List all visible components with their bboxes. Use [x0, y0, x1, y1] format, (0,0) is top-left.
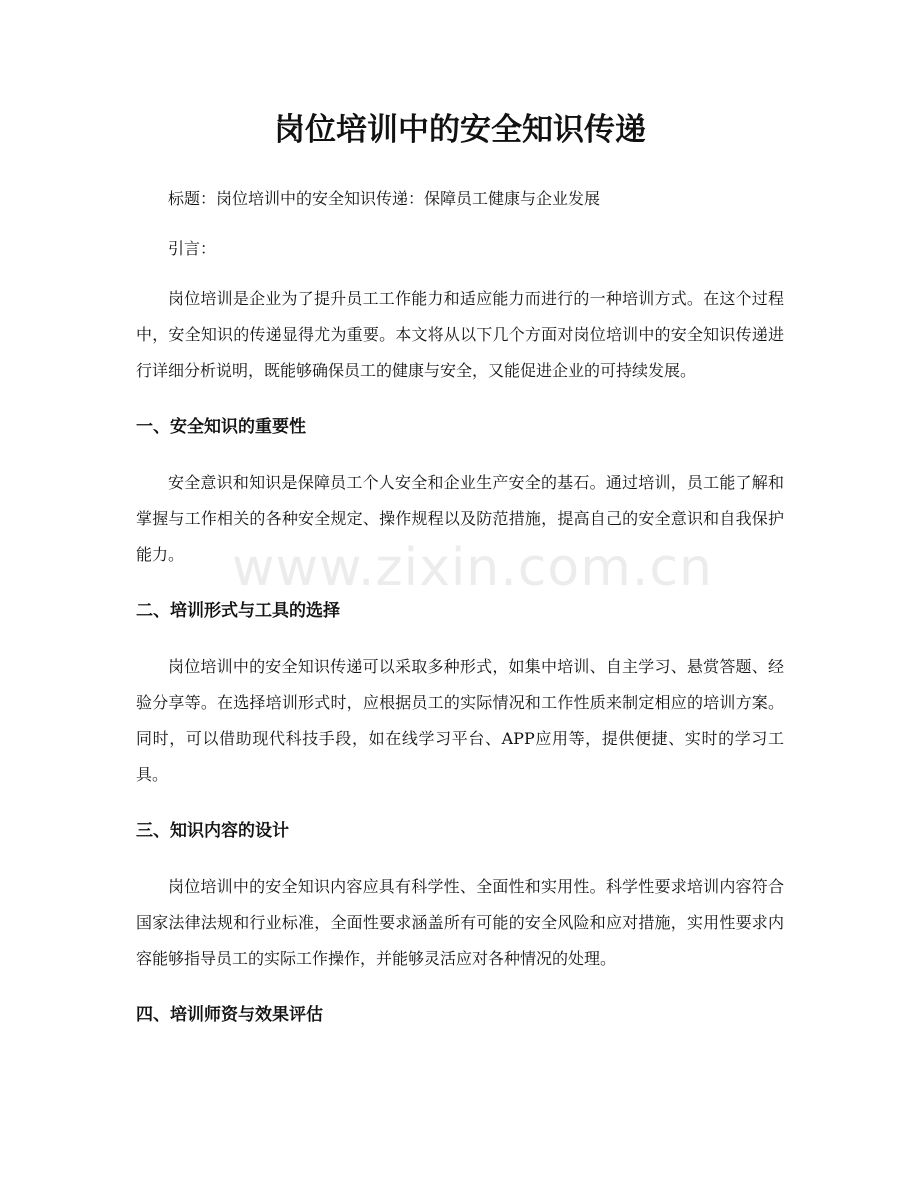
document-title: 岗位培训中的安全知识传递 — [274, 112, 646, 148]
section-body-2: 岗位培训中的安全知识传递可以采取多种形式，如集中培训、自主学习、悬赏答题、经验分享等。在选择培训形式时，应根据员工的实际情况和工作性质来制定相应的培训方案。同时，可以借助现代科技手段，如在线学习平台、APP应用等，提供便捷、实时的学习工具。 — [136, 657, 784, 784]
watermark: www.zixin.com.cn — [232, 538, 713, 598]
document-body — [136, 181, 784, 1053]
intro-paragraph: 岗位培训是企业为了提升员工工作能力和适应能力而进行的一种培训方式。在这个过程中，安全知识的传递显得尤为重要。本文将从以下几个方面对岗位培训中的安全知识传递进行详细分析说明，既能够确保员工的健康与安全，又能促进企业的可持续发展。 — [136, 289, 784, 380]
section-heading-3: 三、知识内容的设计 — [136, 821, 289, 841]
section-body-3: 岗位培训中的安全知识内容应具有科学性、全面性和实用性。科学性要求培训内容符合国家法律法规和行业标准，全面性要求涵盖所有可能的安全风险和应对措施，实用性要求内容能够指导员工的实际工作操作，并能够灵活应对各种情况的处理。 — [136, 877, 784, 968]
section-heading-4: 四、培训师资与效果评估 — [136, 1005, 323, 1025]
intro-label: 引言： — [168, 239, 217, 258]
section-heading-1: 一、安全知识的重要性 — [136, 417, 306, 437]
section-heading-2: 二、培训形式与工具的选择 — [136, 601, 340, 621]
section-body-1: 安全意识和知识是保障员工个人安全和企业生产安全的基石。通过培训，员工能了解和掌握与工作相关的各种安全规定、操作规程以及防范措施，提高自己的安全意识和自我保护能力。 — [136, 473, 784, 564]
subtitle-line: 标题：岗位培训中的安全知识传递：保障员工健康与企业发展 — [168, 189, 601, 208]
